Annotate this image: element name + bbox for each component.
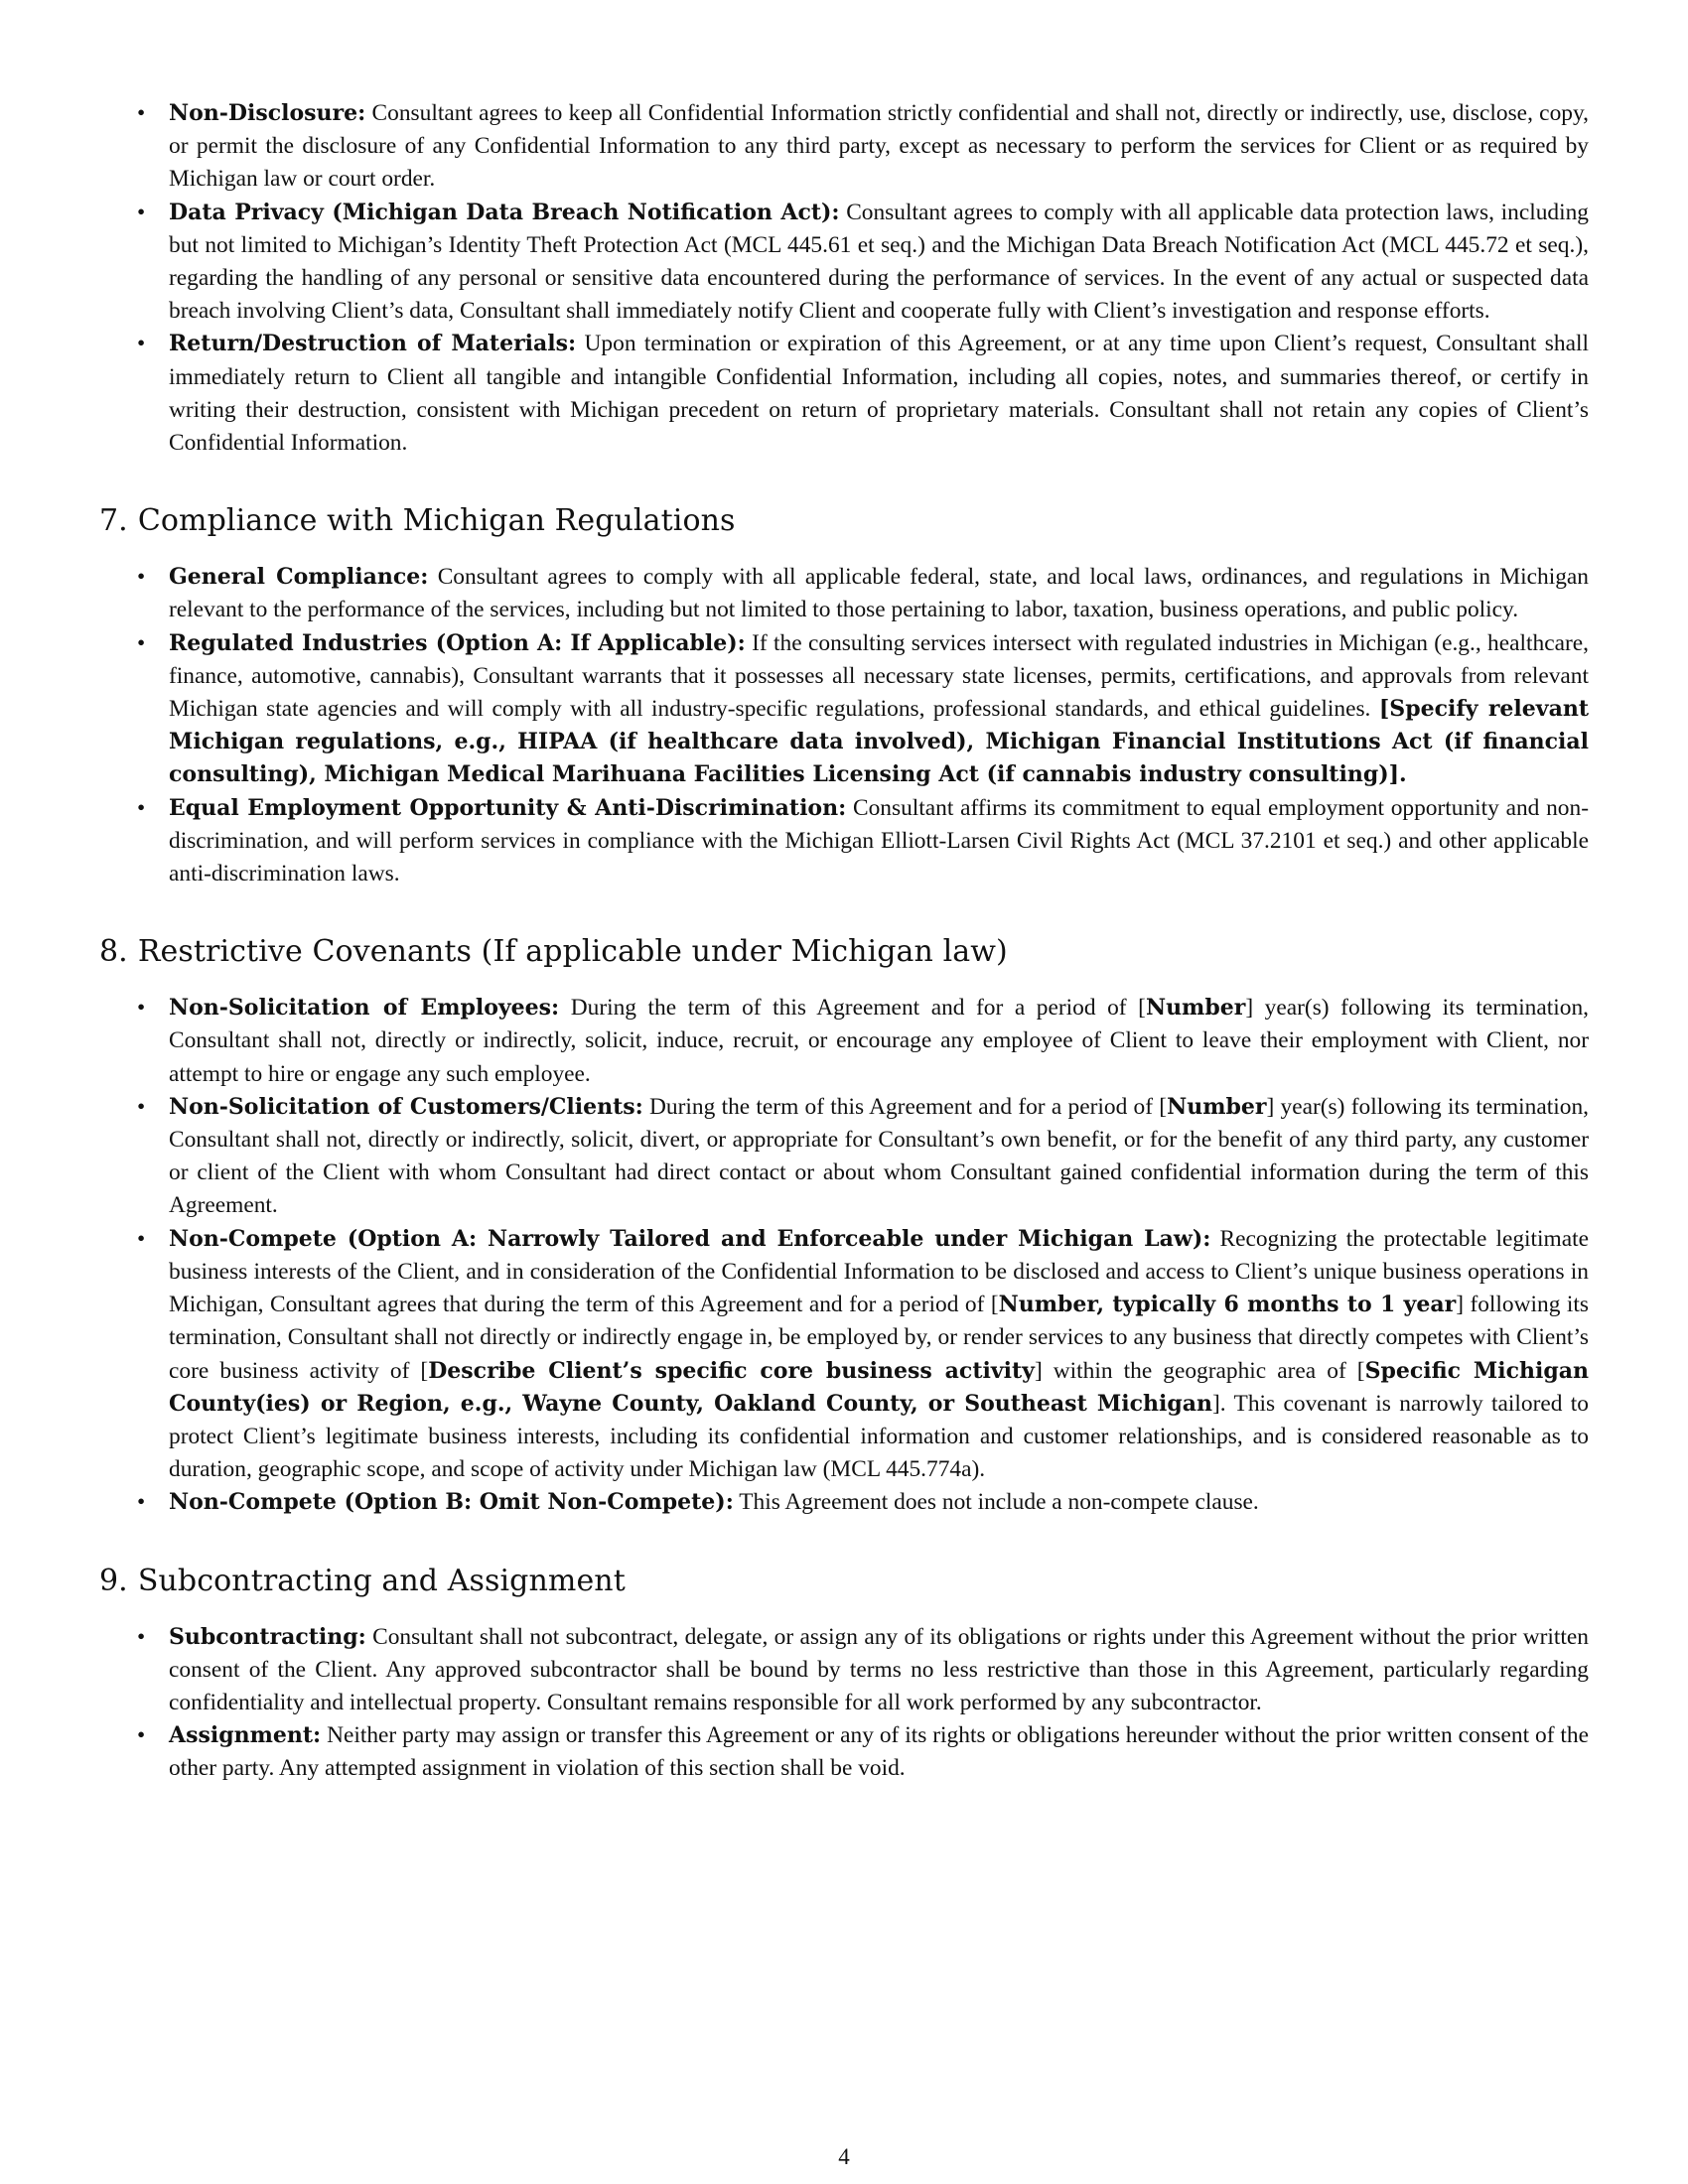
bullet: •: [137, 1489, 146, 1516]
item-text: If the consulting services intersect with regulated industries in Michigan (e.g., healthcare, finance, automotive, cannabis), Consultant warrants that it possesses all necessary state licenses, permits, certifications, and approvals from relevant Michigan state agencies and will comply with all industry-specific regulations, professional standards, and ethical guidelines.: [169, 629, 1589, 723]
item-text: ] year(s) following its termination, Consultant shall not, directly or indirectly, solicit, induce, recruit, or encourage any employee of Client to leave their employment with Client, nor attempt to hire or engage any such employee.: [169, 995, 1589, 1087]
placeholder-text: Number: [1167, 1093, 1267, 1120]
item-term: Non-Compete (Option A: Narrowly Tailored and Enforceable under Michigan Law):: [169, 1225, 1211, 1252]
bullet: •: [137, 1093, 146, 1120]
item-text: Consultant shall not subcontract, delegate, or assign any of its obligations or rights under this Agreement without the prior written consent of the Client. Any approved subcontractor shall be bound by terms no less restrictive than those in this Agreement, particularly regarding confidentiality and intellectual property. Consultant remains responsible for all work performed by any subcontractor.: [169, 1623, 1589, 1715]
item-text: Consultant agrees to keep all Confidential Information strictly confidential and shall not, directly or indirectly, use, disclose, copy, or permit the disclosure of any Confidential Information to any third party, except as necessary to perform the services for Client or as required by Michigan law or court order.: [169, 100, 1589, 193]
list-item-non-solicitation-employees: [99, 992, 1589, 1091]
item-text: Recognizing the protectable legitimate business interests of the Client, and in consideration of the Confidential Information to be disclosed and access to Client’s unique business operations in Michigan, Consultant agrees that during the term of this Agreement and for a period of [: [169, 1225, 1589, 1318]
item-text: ] following its termination, Consultant shall not directly or indirectly engage in, be employed by, or render services to any business that directly competes with Client’s core business activity of [: [169, 1292, 1589, 1384]
section-number: 7.: [99, 503, 128, 539]
placeholder-text: [Specify relevant Michigan regulations, e.g., HIPAA (if healthcare data involved), Michigan Financial Institutions Act (if financial consulting), Michigan Medical Marihuana Facilities Licensing Act (if cannabis industry consulting)].: [169, 696, 1589, 788]
item-text: Upon termination or expiration of this Agreement, or at any time upon Client’s request, Consultant shall immediately return to Client all tangible and intangible Confidential Information, including all copies, notes, and summaries thereof, or certify in writing their destruction, consistent with Michigan precedent on return of proprietary materials. Consultant shall not retain any copies of Client’s Confidential Information.: [169, 331, 1589, 457]
item-term: General Compliance:: [169, 564, 429, 591]
item-text: This Agreement does not include a non-compete clause.: [739, 1489, 1259, 1516]
list-item-general-compliance: [99, 561, 1589, 626]
section-7-list: [99, 561, 1589, 890]
item-text: ] year(s) following its termination, Consultant shall not, directly or indirectly, solicit, divert, or appropriate for Consultant’s own benefit, or for the benefit of any third party, any customer or client of the Client with whom Consultant had direct contact or about whom Consultant gained confidential information during the term of this Agreement.: [169, 1093, 1589, 1219]
item-text: Consultant affirms its commitment to equal employment opportunity and non-discrimination, and will perform services in compliance with the Michigan Elliott-Larsen Civil Rights Act (MCL 37.2101 et seq.) and other applicable anti-discrimination laws.: [169, 794, 1589, 887]
item-term: Non-Compete (Option B: Omit Non-Compete):: [169, 1489, 734, 1516]
item-text: ] within the geographic area of [: [1034, 1357, 1365, 1384]
item-term: Return/Destruction of Materials:: [169, 331, 577, 357]
item-term: Regulated Industries (Option A: If Applicable):: [169, 629, 746, 656]
item-text: Neither party may assign or transfer this Agreement or any of its rights or obligations hereunder without the prior written consent of the other party. Any attempted assignment in violation of this section shall be void.: [169, 1722, 1589, 1782]
section-number: 9.: [99, 1563, 128, 1598]
placeholder-text: Describe Client’s specific core business activity: [428, 1357, 1035, 1384]
bullet: •: [137, 331, 146, 357]
item-term: Non-Solicitation of Employees:: [169, 995, 560, 1022]
section-number: 8.: [99, 934, 128, 970]
document-page: [99, 97, 1589, 1786]
section-title: Compliance with Michigan Regulations: [137, 503, 736, 539]
section-9-heading: [99, 1562, 1589, 1601]
bullet: •: [137, 1225, 146, 1252]
list-item-regulated-industries: [99, 627, 1589, 792]
list-item-non-compete-option-b: [99, 1486, 1589, 1519]
item-text: Consultant agrees to comply with all applicable federal, state, and local laws, ordinances, and regulations in Michigan relevant to the performance of the services, including but not limited to those pertaining to labor, taxation, business operations, and public policy.: [169, 564, 1589, 623]
item-term: Equal Employment Opportunity & Anti-Discrimination:: [169, 794, 847, 821]
bullet: •: [137, 100, 146, 126]
item-text: ]. This covenant is narrowly tailored to protect Client’s legitimate business interests, including its confidential information and customer relationships, and is considered reasonable as to duration, geographic scope, and scope of activity under Michigan law (MCL 445.774a).: [169, 1390, 1589, 1483]
item-term: Non-Disclosure:: [169, 100, 366, 126]
confidentiality-list: [99, 97, 1589, 460]
placeholder-text: Number, typically 6 months to 1 year: [998, 1292, 1457, 1318]
item-text: Consultant agrees to comply with all applicable data protection laws, including but not limited to Michigan’s Identity Theft Protection Act (MCL 445.61 et seq.) and the Michigan Data Breach Notification Act (MCL 445.72 et seq.), regarding the handling of any personal or sensitive data encountered during the performance of services. In the event of any actual or suspected data breach involving Client’s data, Consultant shall immediately notify Client and cooperate fully with Client’s investigation and response efforts.: [169, 199, 1589, 325]
item-term: Non-Solicitation of Customers/Clients:: [169, 1093, 643, 1120]
list-item-equal-employment: [99, 792, 1589, 891]
item-term: Subcontracting:: [169, 1623, 366, 1650]
section-title: Subcontracting and Assignment: [137, 1563, 626, 1598]
bullet: •: [137, 199, 146, 225]
page-number: 4: [838, 2144, 850, 2169]
bullet: •: [137, 794, 146, 821]
item-term: Assignment:: [169, 1722, 322, 1749]
item-text: During the term of this Agreement and for a period of [: [570, 995, 1146, 1022]
bullet: •: [137, 1722, 146, 1749]
section-8-heading: [99, 932, 1589, 972]
section-8-list: [99, 992, 1589, 1519]
section-7-heading: [99, 501, 1589, 541]
list-item-non-disclosure: [99, 97, 1589, 197]
placeholder-text: Number: [1145, 995, 1246, 1022]
bullet: •: [137, 564, 146, 591]
list-item-non-compete-option-a: [99, 1223, 1589, 1487]
section-9-list: [99, 1621, 1589, 1786]
item-term: Data Privacy (Michigan Data Breach Notification Act):: [169, 199, 840, 225]
list-item-non-solicitation-customers: [99, 1091, 1589, 1223]
list-item-return-destruction: [99, 328, 1589, 460]
bullet: •: [137, 629, 146, 656]
list-item-assignment: [99, 1719, 1589, 1785]
list-item-subcontracting: [99, 1621, 1589, 1720]
bullet: •: [137, 995, 146, 1022]
item-text: During the term of this Agreement and for a period of [: [649, 1093, 1168, 1120]
bullet: •: [137, 1623, 146, 1650]
list-item-data-privacy: [99, 197, 1589, 329]
placeholder-text: Specific Michigan County(ies) or Region, e.g., Wayne County, Oakland County, or Southeast Michigan: [169, 1357, 1589, 1417]
section-title: Restrictive Covenants (If applicable under Michigan law): [137, 934, 1008, 970]
